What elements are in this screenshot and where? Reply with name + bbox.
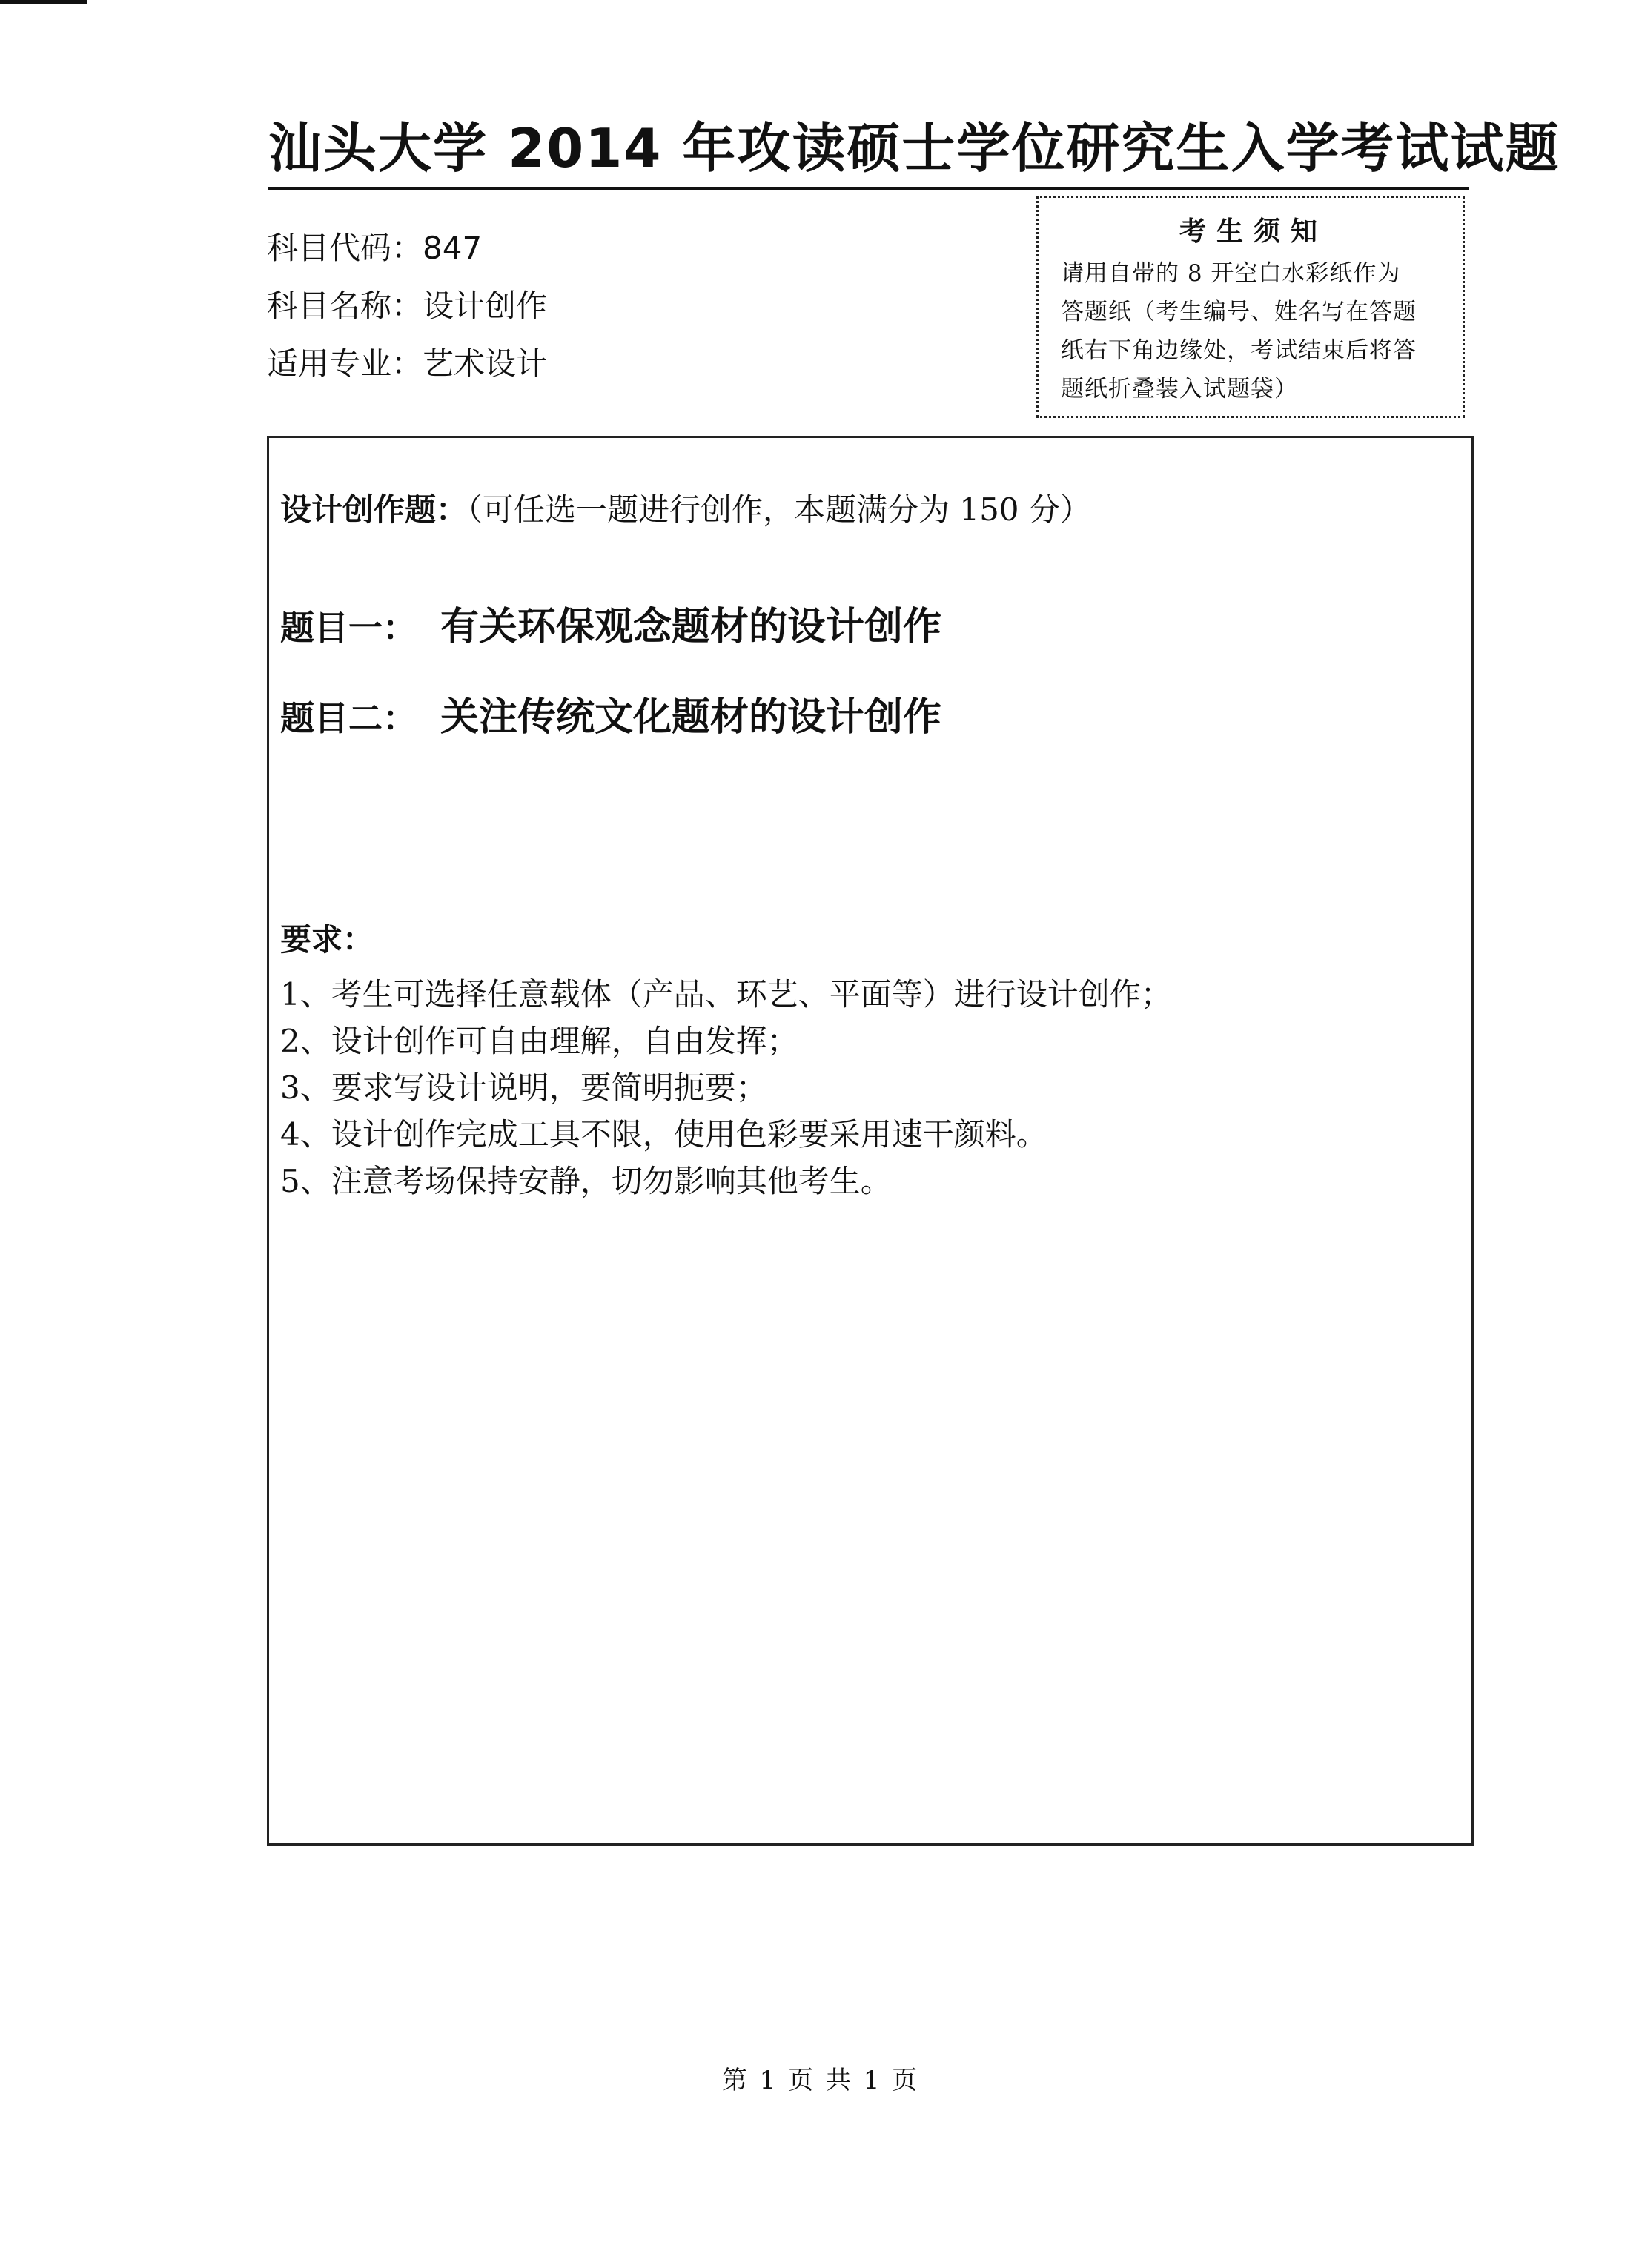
- requirement-item: 2、设计创作可自由理解，自由发挥；: [280, 1023, 798, 1059]
- requirement-item: 3、要求写设计说明，要简明扼要；: [280, 1070, 767, 1106]
- topic-one: [280, 597, 941, 657]
- exam-meta: [267, 219, 1008, 393]
- scan-corner-mark: [0, 0, 87, 4]
- question-lead: 设计创作题：: [280, 491, 468, 528]
- subject-code: 科目代码：847: [267, 230, 483, 266]
- notice-line: 纸右下角边缘处，考试结束后将答: [1061, 337, 1417, 364]
- candidate-notice-box: [1036, 196, 1465, 418]
- requirement-item: 5、注意考场保持安静，切勿影响其他考生。: [280, 1163, 892, 1199]
- notice-title: 考生须知: [1179, 216, 1328, 247]
- applicable-major: 适用专业：艺术设计: [267, 345, 548, 382]
- topic-two: [280, 688, 941, 748]
- page-footer: 第 1 页 共 1 页: [721, 2066, 918, 2095]
- title-underline: [268, 187, 1469, 190]
- requirement-item: 4、设计创作完成工具不限，使用色彩要采用速干颜料。: [280, 1116, 1047, 1153]
- question-instruction: （可任选一题进行创作，本题满分为 150 分）: [467, 491, 1091, 528]
- question-intro: [280, 480, 1091, 540]
- notice-body: [1061, 254, 1446, 408]
- notice-line: 请用自带的 8 开空白水彩纸作为: [1061, 260, 1401, 287]
- topic-one-text: 有关环保观念题材的设计创作: [440, 605, 942, 649]
- requirement-item: 1、考生可选择任意载体（产品、环艺、平面等）进行设计创作；: [280, 976, 1172, 1012]
- topic-two-text: 关注传统文化题材的设计创作: [440, 695, 942, 740]
- topic-two-label: 题目二：: [280, 698, 417, 738]
- requirements-list: [280, 971, 1172, 1204]
- notice-line: 题纸折叠装入试题袋）: [1061, 376, 1298, 402]
- topic-one-label: 题目一：: [280, 608, 417, 648]
- page-title: 汕头大学 2014 年攻读硕士学位研究生入学考试试题: [268, 117, 1560, 179]
- requirements-heading: 要求：: [280, 921, 374, 958]
- notice-line: 答题纸（考生编号、姓名写在答题: [1061, 299, 1417, 325]
- subject-name: 科目名称：设计创作: [267, 288, 548, 324]
